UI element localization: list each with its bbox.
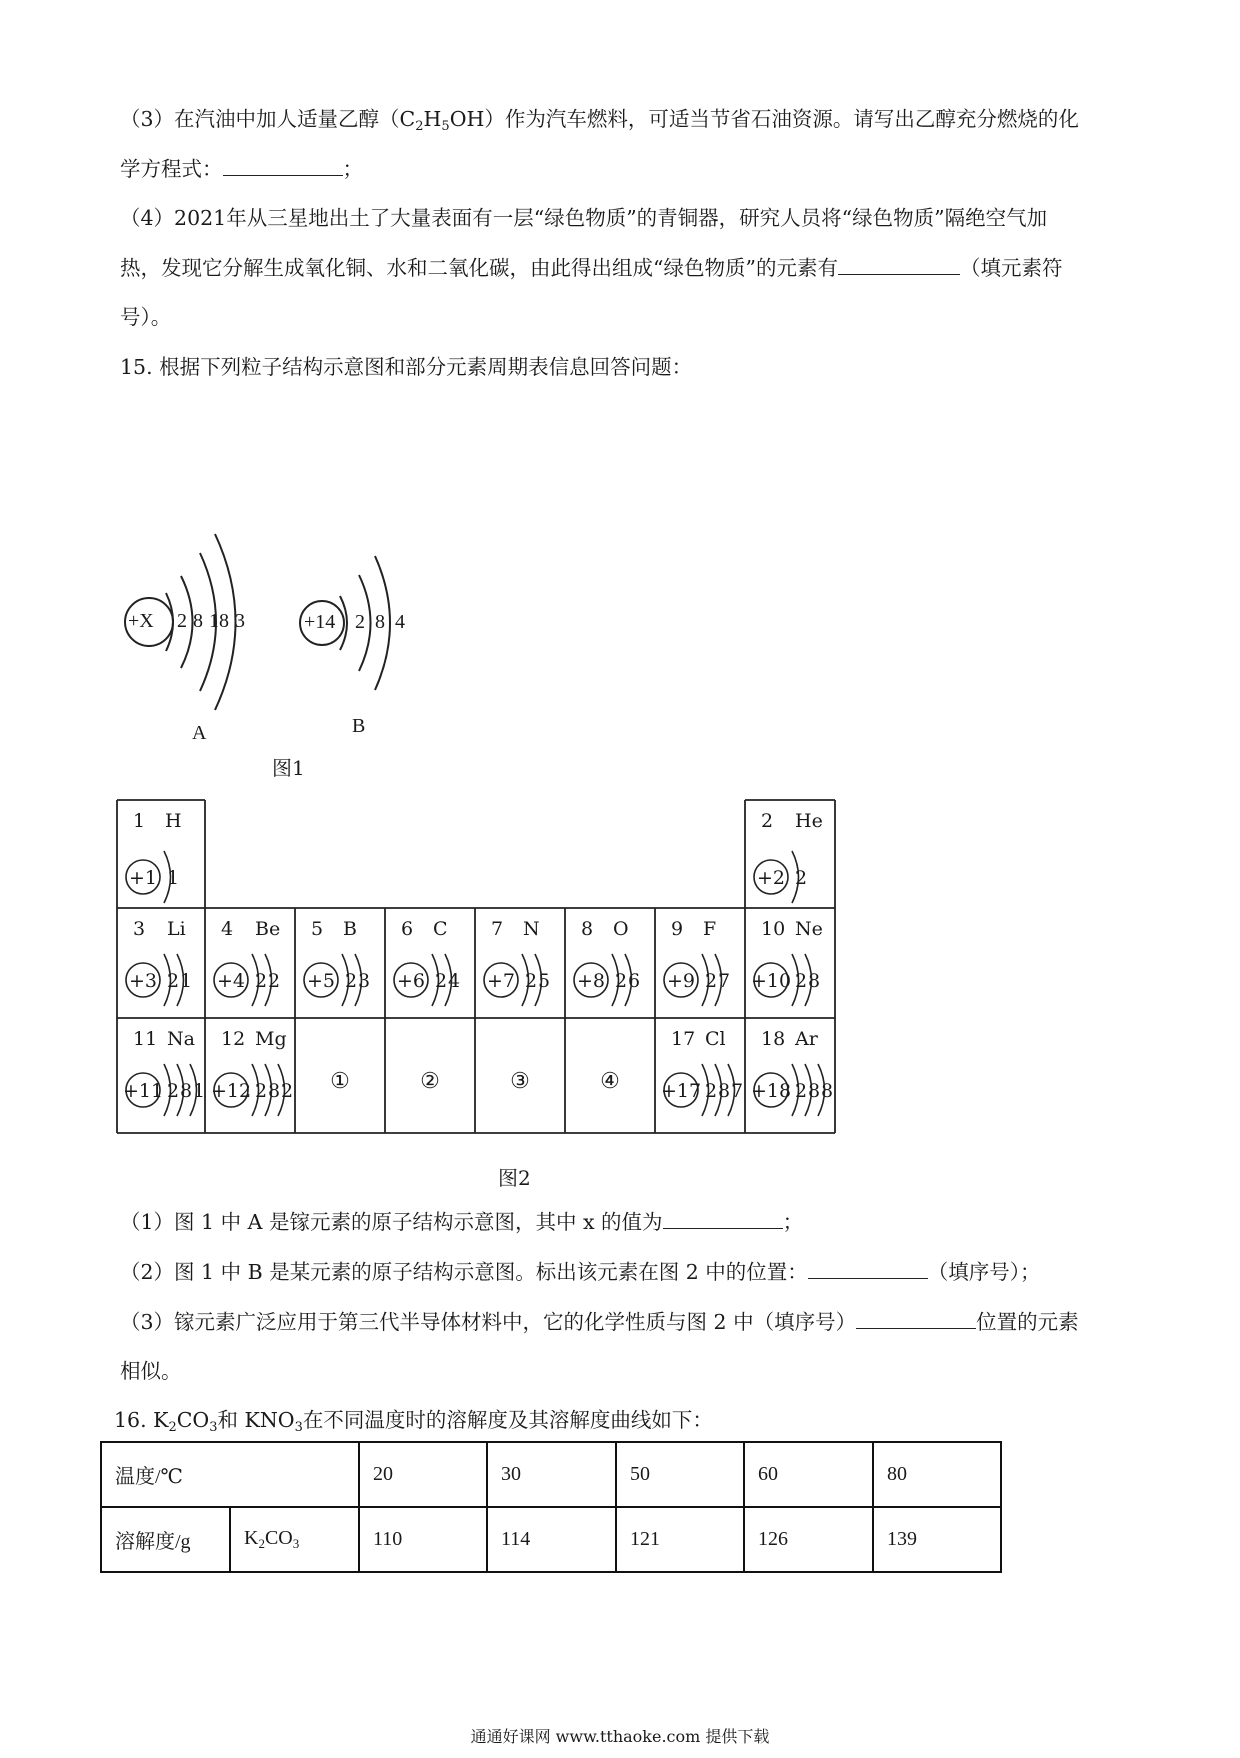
- q15-sub1-text: （1）图 1 中 A 是镓元素的原子结构示意图，其中 x 的值为: [120, 1210, 663, 1234]
- figure-2-caption: 图2: [498, 1166, 531, 1190]
- nucleus-charge: +6: [396, 970, 426, 992]
- atom-b-shells: 2 8 4: [355, 611, 405, 633]
- electron-shell-arc: [190, 1064, 197, 1116]
- table-cell-temp: 30: [487, 1442, 616, 1507]
- q14-part4-hint: （填元素符: [959, 256, 1063, 280]
- nucleus-circle: [394, 963, 428, 997]
- electron-shell-arc: [535, 954, 542, 1006]
- electron-shell-arc: [252, 954, 259, 1006]
- electron-count: 2: [345, 970, 358, 992]
- electron-shell-arc: [805, 954, 812, 1006]
- electron-count: 4: [448, 970, 461, 992]
- substance-sub-2: 2: [258, 1536, 265, 1551]
- element-number: 7: [491, 918, 504, 940]
- q15-sub2-end: （填序号）；: [927, 1260, 1041, 1284]
- electron-count: 2: [167, 1080, 180, 1102]
- electron-shell-arc: [164, 851, 171, 903]
- table-header-temperature: 温度/℃: [101, 1442, 359, 1507]
- nucleus-circle: [484, 963, 518, 997]
- q15-intro: 15. 根据下列粒子结构示意图和部分元素周期表信息回答问题：: [120, 355, 693, 379]
- element-symbol: Li: [167, 918, 186, 940]
- element-number: 10: [761, 918, 786, 940]
- q15-sub1: [120, 1208, 803, 1236]
- electron-shell-arc: [265, 1064, 272, 1116]
- electron-count: 2: [795, 867, 808, 889]
- electron-count: 8: [808, 1080, 821, 1102]
- electron-shell-arc: [177, 1064, 184, 1116]
- nucleus-charge: +5: [306, 970, 336, 992]
- atom-a-label: A: [192, 722, 207, 744]
- table-cell-solubility: 114: [487, 1507, 616, 1572]
- electron-count: 3: [358, 970, 371, 992]
- electron-shell-arc: [445, 954, 452, 1006]
- electron-shell-arc: [342, 954, 349, 1006]
- electron-count: 8: [718, 1080, 731, 1102]
- element-symbol: N: [523, 918, 540, 940]
- table-cell-solubility: 139: [873, 1507, 1001, 1572]
- table-cell-temp: 60: [744, 1442, 873, 1507]
- electron-count: 6: [628, 970, 641, 992]
- q14-sub-5: 5: [441, 119, 450, 134]
- element-number: 18: [761, 1028, 786, 1050]
- atom-b-nucleus: +14: [304, 611, 336, 633]
- electron-shell-arc: [805, 1064, 812, 1116]
- placeholder-position: ②: [420, 1069, 440, 1094]
- table-cell-solubility: 126: [744, 1507, 873, 1572]
- q14-part4-text: 热，发现它分解生成氧化铜、水和二氧化碳，由此得出组成“绿色物质”的元素有: [120, 256, 838, 280]
- substance-k: K: [244, 1527, 259, 1549]
- placeholder-position: ①: [330, 1069, 350, 1094]
- electron-count: 2: [705, 970, 718, 992]
- electron-count: 1: [180, 970, 193, 992]
- nucleus-circle: [754, 860, 788, 894]
- electron-shell-arc: [792, 954, 799, 1006]
- electron-count: 2: [795, 1080, 808, 1102]
- nucleus-circle: [214, 963, 248, 997]
- electron-count: 8: [180, 1080, 193, 1102]
- nucleus-circle: [574, 963, 608, 997]
- electron-count: 7: [718, 970, 731, 992]
- electron-count: 5: [538, 970, 551, 992]
- q16-sub-2: 3: [209, 1420, 218, 1435]
- electron-shell-arc: [792, 1064, 799, 1116]
- table-header-solubility: 溶解度/g: [101, 1507, 230, 1572]
- q14-part3-equation-label: 学方程式：: [120, 157, 223, 181]
- nucleus-circle: [214, 1073, 248, 1107]
- element-symbol: Be: [255, 918, 281, 940]
- atom-b-label: B: [352, 715, 366, 737]
- q14-part3-text-a: （3）在汽油中加人适量乙醇（C: [120, 107, 416, 131]
- element-number: 2: [761, 810, 774, 832]
- q14-part4-line2: [120, 254, 1062, 282]
- table-row-solubility: [101, 1507, 1001, 1572]
- electron-count: 2: [795, 970, 808, 992]
- electron-count: 2: [525, 970, 538, 992]
- electron-shell-arc: [164, 1064, 171, 1116]
- table-cell-substance: [230, 1507, 359, 1572]
- electron-count: 2: [281, 1080, 294, 1102]
- solubility-table: [100, 1441, 1002, 1573]
- q16-intro: [114, 1406, 713, 1442]
- element-symbol: C: [433, 918, 448, 940]
- nucleus-circle: [664, 963, 698, 997]
- electron-count: 2: [705, 1080, 718, 1102]
- q15-sub1-end: ；: [782, 1210, 804, 1234]
- electron-shell-arc: [625, 954, 632, 1006]
- element-symbol: Cl: [705, 1028, 726, 1050]
- q16-intro-c: 和 KNO: [217, 1408, 295, 1432]
- element-number: 6: [401, 918, 414, 940]
- electron-shell-arc: [715, 1064, 722, 1116]
- table-row-temperature: [101, 1442, 1001, 1507]
- nucleus-circle: [664, 1073, 698, 1107]
- q16-sub-3: 3: [294, 1420, 303, 1435]
- element-number: 1: [133, 810, 146, 832]
- nucleus-circle: [754, 963, 788, 997]
- element-symbol: Ne: [795, 918, 823, 940]
- nucleus-charge: +1: [128, 867, 158, 889]
- q16-intro-a: 16. K: [114, 1408, 169, 1432]
- table-cell-temp: 80: [873, 1442, 1001, 1507]
- nucleus-circle: [126, 860, 160, 894]
- element-symbol: Na: [167, 1028, 195, 1050]
- electron-shell-arc: [265, 954, 272, 1006]
- element-symbol: B: [343, 918, 357, 940]
- atom-a-nucleus: +X: [128, 610, 154, 632]
- q14-part4-line3: 号）。: [120, 305, 172, 329]
- element-number: 4: [221, 918, 234, 940]
- electron-shell-arc: [252, 1064, 259, 1116]
- element-number: 11: [133, 1028, 158, 1050]
- electron-shell-arc: [728, 1064, 735, 1116]
- electron-shell-arc: [818, 1064, 825, 1116]
- q14-part4-line1: （4）2021年从三星地出土了大量表面有一层“绿色物质”的青铜器，研究人员将“绿色物质”隔绝空气加: [120, 206, 1048, 230]
- nucleus-charge: +17: [660, 1080, 702, 1102]
- element-symbol: O: [613, 918, 629, 940]
- q16-intro-b: CO: [176, 1408, 210, 1432]
- nucleus-charge: +18: [750, 1080, 792, 1102]
- q14-answer-blank-elements[interactable]: [838, 254, 960, 275]
- electron-shell-arc: [715, 954, 722, 1006]
- element-number: 8: [581, 918, 594, 940]
- electron-shell-arc: [355, 954, 362, 1006]
- q15-sub3-end: 位置的元素: [976, 1310, 1079, 1334]
- table-cell-temp: 20: [359, 1442, 487, 1507]
- nucleus-charge: +8: [576, 970, 606, 992]
- electron-count: 2: [255, 970, 268, 992]
- element-number: 5: [311, 918, 324, 940]
- nucleus-charge: +2: [756, 867, 786, 889]
- q15-sub2-text: （2）图 1 中 B 是某元素的原子结构示意图。标出该元素在图 2 中的位置：: [120, 1260, 808, 1284]
- q14-part3-end: ；: [342, 157, 363, 181]
- placeholder-position: ③: [510, 1069, 530, 1094]
- table-cell-temp: 50: [616, 1442, 744, 1507]
- nucleus-charge: +12: [210, 1080, 252, 1102]
- electron-shell-arc: [432, 954, 439, 1006]
- q15-answer-blank-2[interactable]: [808, 1258, 928, 1279]
- q16-sub-1: 2: [168, 1420, 177, 1435]
- electron-count: 7: [731, 1080, 744, 1102]
- q14-part3-text-c: OH）作为汽车燃料，可适当节省石油资源。请写出乙醇充分燃烧的化: [449, 107, 1079, 131]
- substance-sub-3: 3: [292, 1536, 300, 1551]
- nucleus-charge: +10: [750, 970, 792, 992]
- element-number: 12: [221, 1028, 246, 1050]
- nucleus-charge: +11: [122, 1080, 164, 1102]
- electron-count: 8: [268, 1080, 281, 1102]
- electron-shell-arc: [702, 954, 709, 1006]
- electron-shell-arc: [612, 954, 619, 1006]
- element-symbol: F: [703, 918, 717, 940]
- atom-a-shells: 2 8 18 3: [177, 610, 245, 632]
- electron-shell-arc: [164, 954, 171, 1006]
- electron-count: 8: [808, 970, 821, 992]
- table-cell-solubility: 110: [359, 1507, 487, 1572]
- electron-count: 2: [435, 970, 448, 992]
- q15-sub2: [120, 1258, 1041, 1286]
- page-footer: 通通好课网 www.tthaoke.com 提供下载: [470, 1727, 770, 1746]
- electron-count: 1: [193, 1080, 206, 1102]
- q15-sub3-text: （3）镓元素广泛应用于第三代半导体材料中，它的化学性质与图 2 中（填序号）: [120, 1310, 857, 1334]
- element-number: 17: [671, 1028, 696, 1050]
- q14-part3-line2: [120, 155, 363, 183]
- nucleus-circle: [126, 963, 160, 997]
- q14-part3-text-b: H: [423, 107, 442, 131]
- q15-sub3-line2: 相似。: [120, 1359, 182, 1383]
- electron-shell-arc: [792, 851, 799, 903]
- nucleus-circle: [754, 1073, 788, 1107]
- q14-part3-line1: [120, 105, 1079, 141]
- nucleus-circle: [126, 1073, 160, 1107]
- nucleus-charge: +7: [486, 970, 516, 992]
- placeholder-position: ④: [600, 1069, 620, 1094]
- electron-count: 8: [821, 1080, 834, 1102]
- q15-sub3: [120, 1308, 1079, 1336]
- q15-answer-blank-3[interactable]: [856, 1308, 976, 1329]
- element-symbol: Mg: [255, 1028, 287, 1050]
- nucleus-circle: [304, 963, 338, 997]
- table-cell-solubility: 121: [616, 1507, 744, 1572]
- electron-count: 2: [615, 970, 628, 992]
- electron-shell-arc: [278, 1064, 285, 1116]
- nucleus-charge: +4: [216, 970, 246, 992]
- element-symbol: Ar: [795, 1028, 818, 1050]
- electron-shell-arc: [702, 1064, 709, 1116]
- figure-1-caption: 图1: [272, 756, 305, 780]
- substance-co: CO: [264, 1527, 293, 1549]
- electron-shell-arc: [522, 954, 529, 1006]
- q16-intro-d: 在不同温度时的溶解度及其溶解度曲线如下：: [302, 1408, 713, 1432]
- element-symbol: H: [165, 810, 182, 832]
- electron-count: 2: [268, 970, 281, 992]
- electron-count: 2: [255, 1080, 268, 1102]
- q14-answer-blank-equation[interactable]: [223, 155, 343, 176]
- q14-sub-2: 2: [415, 119, 424, 134]
- electron-count: 2: [167, 970, 180, 992]
- element-symbol: He: [795, 810, 823, 832]
- nucleus-charge: +3: [128, 970, 158, 992]
- q15-answer-blank-1[interactable]: [663, 1208, 783, 1229]
- nucleus-charge: +9: [666, 970, 696, 992]
- electron-count: 1: [167, 867, 180, 889]
- element-number: 3: [133, 918, 146, 940]
- electron-shell-arc: [177, 954, 184, 1006]
- element-number: 9: [671, 918, 684, 940]
